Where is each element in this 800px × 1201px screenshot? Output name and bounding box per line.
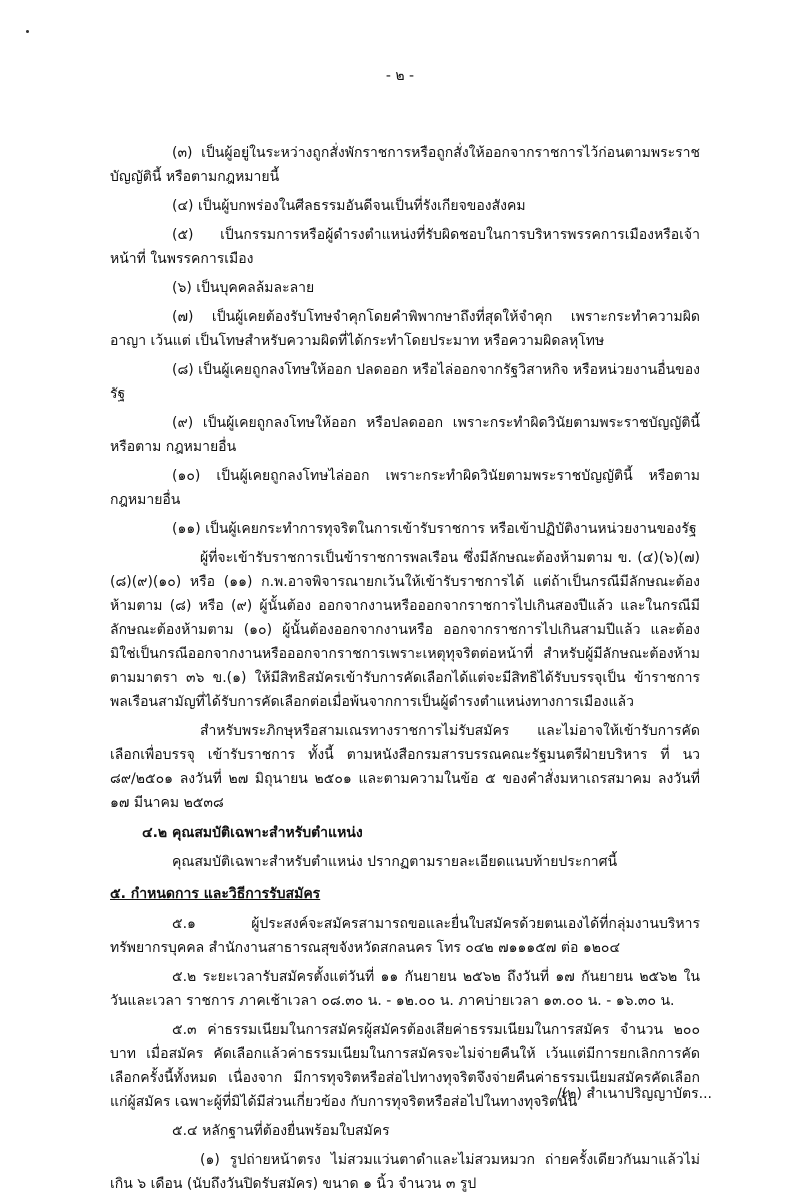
item-11: (๑๑) เป็นผู้เคยกระทำการทุจริตในการเข้ารับราชการ หรือเข้าปฏิบัติงานหน่วยงานของรัฐ <box>172 521 697 537</box>
item-4: (๔) เป็นผู้บกพร่องในศีลธรรมอันดีจนเป็นที่รังเกียจของสังคม <box>172 198 526 214</box>
page-number: - ๒ - <box>385 68 415 84</box>
section-5-2: ๕.๒ ระยะเวลารับสมัครตั้งแต่วันที่ ๑๑ กันยายน ๒๕๖๒ ถึงวันที่ ๑๗ กันยายน ๒๕๖๒ ในวันและเวลา ราชการ ภาคเช้าเวลา ๐๘.๓๐ น. - ๑๒.๐๐ น. ภาคบ่ายเวลา ๑๓.๐๐ น. - ๑๖.๓๐ น. <box>110 969 700 1009</box>
monk-paragraph: สำหรับพระภิกษุหรือสามเณรทางราชการไม่รับสมัคร และไม่อาจให้เข้ารับการคัดเลือกเพื่อบรรจุ เข้ารับราชการ ทั้งนี้ ตามหนังสือกรมสารบรรณคณะรัฐมนตรีฝ่ายบริหาร ที่ นว ๘๙/๒๕๐๑ ลงวันที่ ๒๗ มิถุนายน ๒๕๐๑ และตามความในข้อ ๕ ของคำสั่งมหาเถรสมาคม ลงวันที่ ๑๗ มีนาคม ๒๕๓๘ <box>110 723 700 811</box>
scan-mark <box>26 30 29 33</box>
item-5: (๕) เป็นกรรมการหรือผู้ดำรงตำแหน่งที่รับผิดชอบในการบริหารพรรคการเมืองหรือเจ้าหน้าที่ ในพรรคการเมือง <box>110 227 700 267</box>
item-3: (๓) เป็นผู้อยู่ในระหว่างถูกสั่งพักราชการหรือถูกสั่งให้ออกจากราชการไว้ก่อนตามพระราชบัญญัตินี้ หรือตามกฎหมายนี้ <box>110 145 700 185</box>
section-5-4-sub-1: (๑) รูปถ่ายหน้าตรง ไม่สวมแว่นตาดำและไม่สวมหมวก ถ่ายครั้งเดียวกันมาแล้วไม่เกิน ๖ เดือน (นับถึงวันปิดรับสมัคร) ขนาด ๑ นิ้ว จำนวน ๓ รูป <box>110 1152 700 1192</box>
section-5-4: ๕.๔ หลักฐานที่ต้องยื่นพร้อมใบสมัคร <box>172 1123 390 1139</box>
item-10: (๑๐) เป็นผู้เคยถูกลงโทษไล่ออก เพราะกระทำผิดวินัยตามพระราชบัญญัตินี้ หรือตามกฎหมายอื่น <box>110 468 700 508</box>
exemption-paragraph: ผู้ที่จะเข้ารับราชการเป็นข้าราชการพลเรือน ซึ่งมีลักษณะต้องห้ามตาม ข. (๔)(๖)(๗)(๘)(๙)(๑๐) หรือ (๑๑) ก.พ.อาจพิจารณายกเว้นให้เข้ารับราชการได้ แต่ถ้าเป็นกรณีมีลักษณะต้องห้ามตาม (๘) หรือ (๙) ผู้นั้นต้อง ออกจากงานหรือออกจากราชการไปเกินสองปีแล้ว และในกรณีมีลักษณะต้องห้ามตาม (๑๐) ผู้นั้นต้องออกจากงานหรือ ออกจากราชการไปเกินสามปีแล้ว และต้องมิใช่เป็นกรณีออกจากงานหรือออกจากราชการเพราะเหตุทุจริตต่อหน้าที่ สำหรับผู้มีลักษณะต้องห้ามตามมาตรา ๓๖ ข.(๑) ให้มีสิทธิสมัครเข้ารับการคัดเลือกได้แต่จะมีสิทธิได้รับบรรจุเป็น ข้าราชการพลเรือนสามัญที่ได้รับการคัดเลือกต่อเมื่อพ้นจากการเป็นผู้ดำรงตำแหน่งทางการเมืองแล้ว <box>110 550 700 710</box>
continuation-footer: /(๒) สำเนาปริญญาบัตร... <box>557 1086 712 1102</box>
section-5-3: ๕.๓ ค่าธรรมเนียมในการสมัครผู้สมัครต้องเสียค่าธรรมเนียมในการสมัคร จำนวน ๒๐๐ บาท เมื่อสมัคร คัดเลือกแล้วค่าธรรมเนียมในการสมัครจะไม่จ่ายคืนให้ เว้นแต่มีการยกเลิกการคัดเลือกครั้งนี้ทั้งหมด เนื่องจาก มีการทุจริตหรือส่อไปทางทุจริตจึงจ่ายคืนค่าธรรมเนียมสมัครคัดเลือกแก่ผู้สมัคร เฉพาะผู้ที่มิได้มีส่วนเกี่ยวข้อง กับการทุจริตหรือส่อไปในทางทุจริตนั้น <box>110 1022 700 1110</box>
section-4-2-title: ๔.๒ คุณสมบัติเฉพาะสำหรับตำแหน่ง <box>142 825 363 841</box>
section-5-1: ๕.๑ ผู้ประสงค์จะสมัครสามารถขอและยื่นใบสมัครด้วยตนเองได้ที่กลุ่มงานบริหารทรัพยากรบุคคล สำนักงานสาธารณสุขจังหวัดสกลนคร โทร ๐๔๒ ๗๑๑๑๕๗ ต่อ ๑๒๐๔ <box>110 916 700 956</box>
section-4-2-body: คุณสมบัติเฉพาะสำหรับตำแหน่ง ปรากฏตามรายละเอียดแนบท้ายประกาศนี้ <box>172 854 618 870</box>
item-9: (๙) เป็นผู้เคยถูกลงโทษให้ออก หรือปลดออก เพราะกระทำผิดวินัยตามพระราชบัญญัตินี้ หรือตาม กฎหมายอื่น <box>110 415 700 455</box>
section-5-title-text: ๕. กำหนดการ และวิธีการรับสมัคร <box>110 886 321 902</box>
item-7: (๗) เป็นผู้เคยต้องรับโทษจำคุกโดยคำพิพากษาถึงที่สุดให้จำคุก เพราะกระทำความผิดอาญา เว้นแต่ เป็นโทษสำหรับความผิดที่ได้กระทำโดยประมาท หรือความผิดลหุโทษ <box>110 309 700 349</box>
item-8: (๘) เป็นผู้เคยถูกลงโทษให้ออก ปลดออก หรือไล่ออกจากรัฐวิสาหกิจ หรือหน่วยงานอื่นของรัฐ <box>110 362 700 402</box>
item-6: (๖) เป็นบุคคลล้มละลาย <box>172 280 315 296</box>
document-body <box>110 141 700 1201</box>
section-5-title <box>110 882 700 906</box>
